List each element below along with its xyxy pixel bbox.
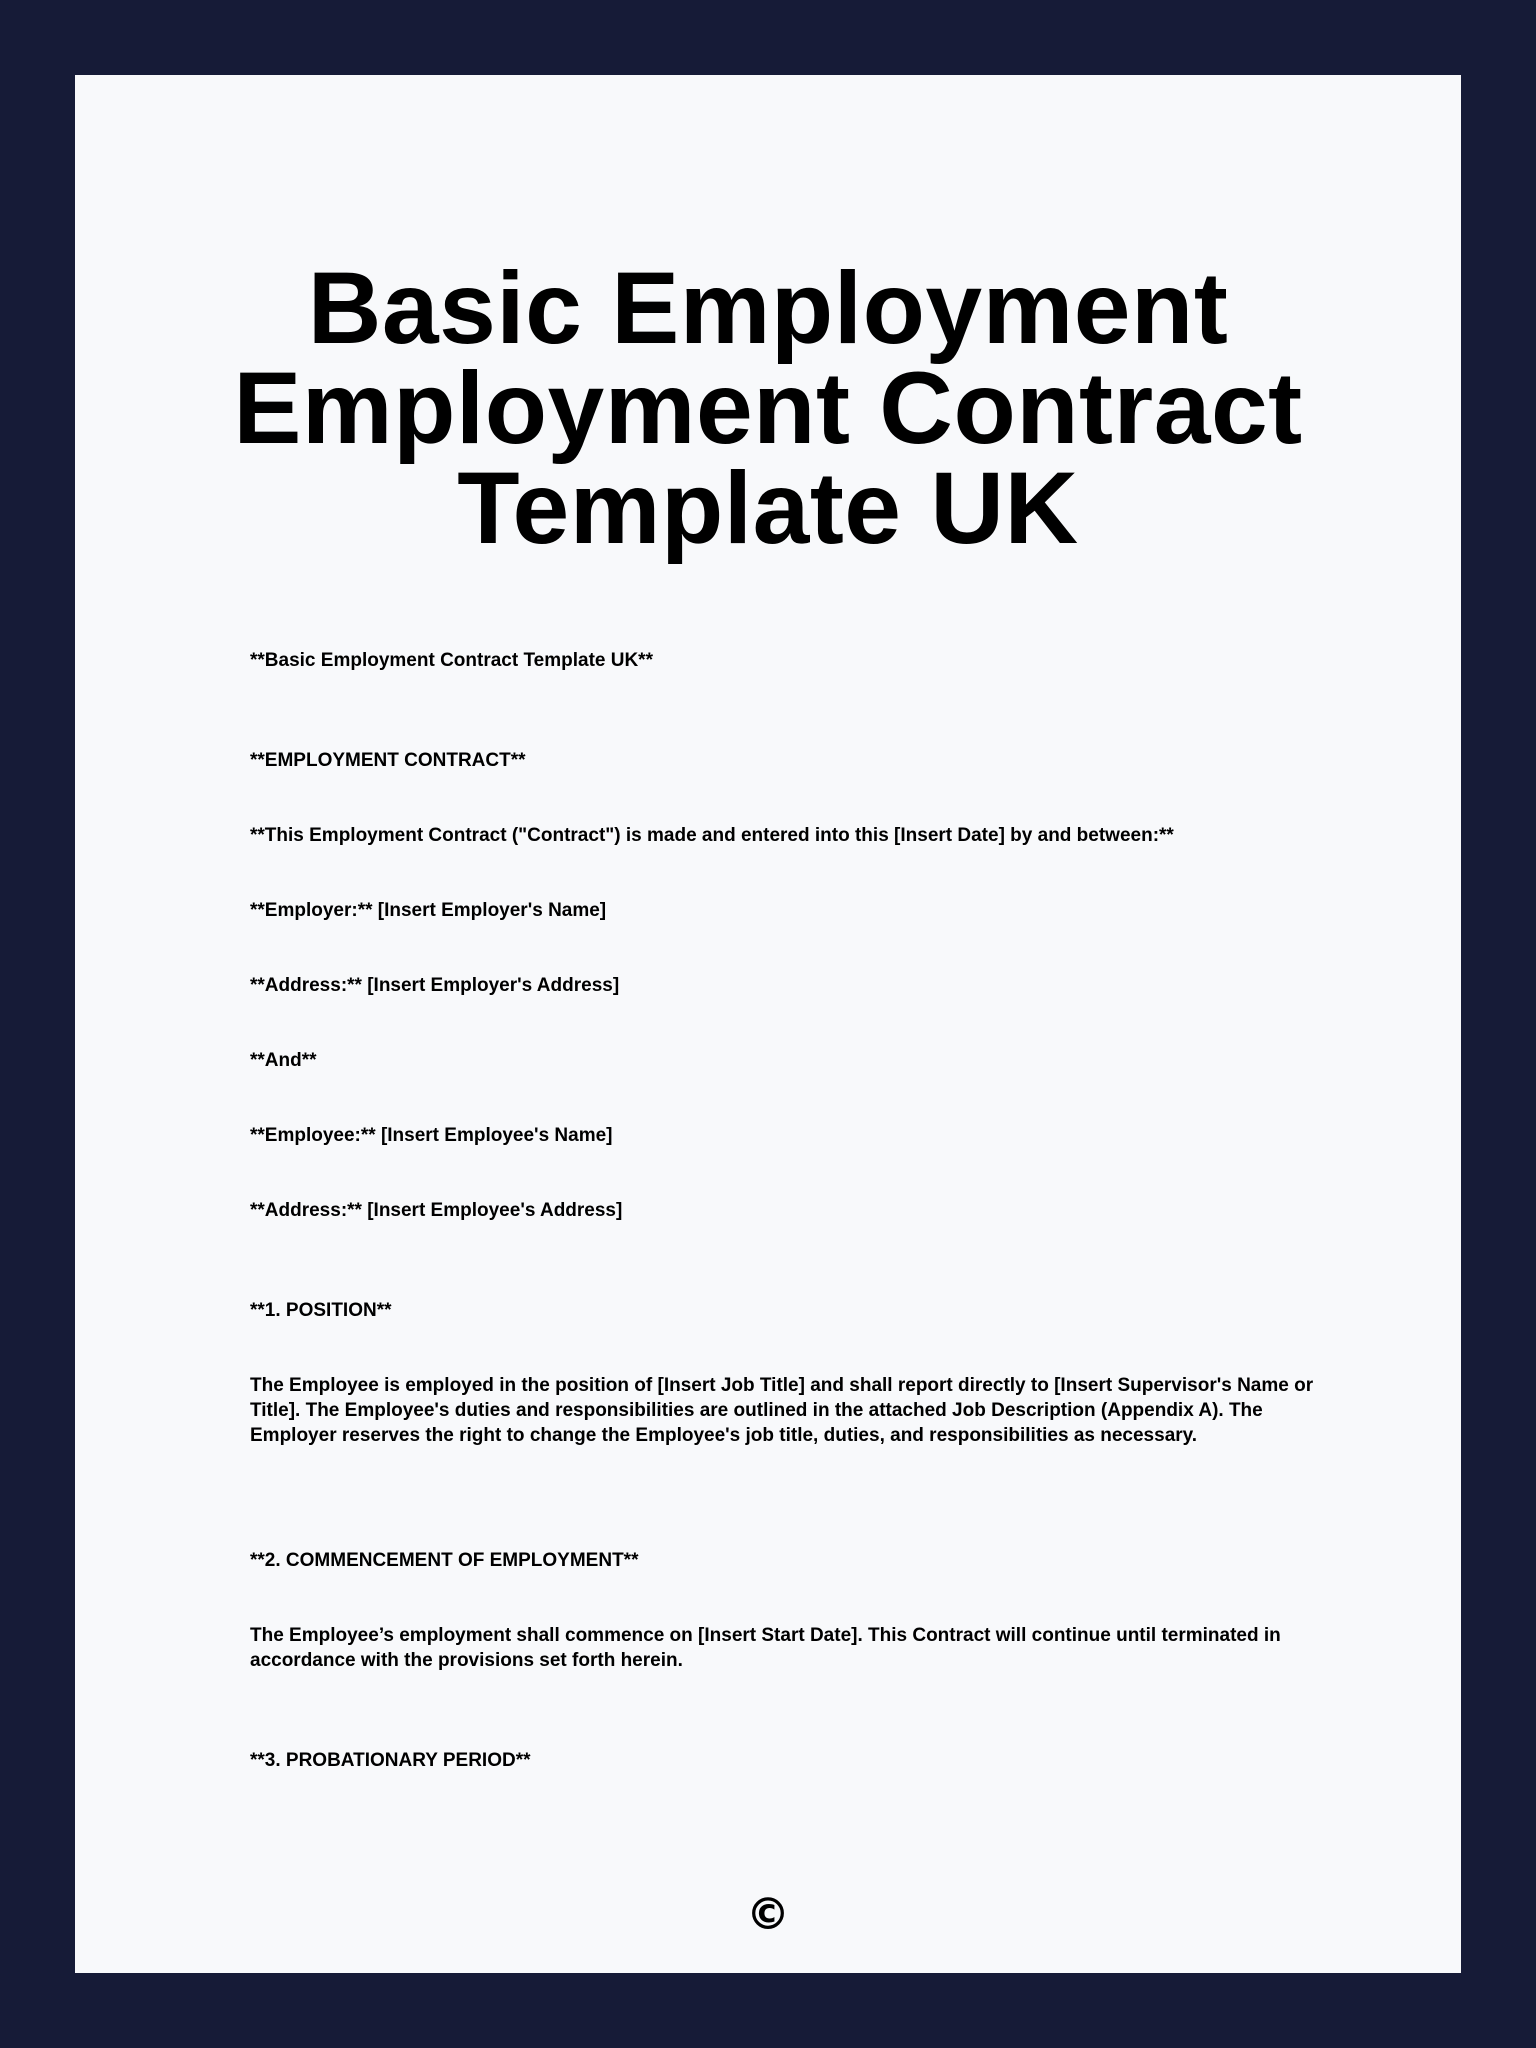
section-heading-position: **1. POSITION** — [250, 1300, 392, 1321]
contract-intro-paragraph: **This Employment Contract ("Contract") is made and entered into this [Insert Date] by and between:** — [250, 825, 1174, 846]
section-heading-probationary-period: **3. PROBATIONARY PERIOD** — [250, 1750, 531, 1771]
document-title-line-3: Template UK — [457, 451, 1079, 565]
employee-name-line: **Employee:** [Insert Employee's Name] — [250, 1125, 613, 1146]
document-page — [75, 75, 1461, 1973]
section-heading-commencement: **2. COMMENCEMENT OF EMPLOYMENT** — [250, 1550, 639, 1571]
position-paragraph: The Employee is employed in the position of [Insert Job Title] and shall report directly to [Insert Supervisor's Name or Title]. The Employee's duties and responsibilities are outlined in the attached Job Description (Appendix A). The Employer reserves the right to change the Employee's job title, duties, and responsibilities as necessary. — [250, 1375, 1314, 1446]
document-title-line-1: Basic Employment — [307, 251, 1229, 365]
employer-address-line: **Address:** [Insert Employer's Address] — [250, 975, 620, 996]
document-title-line-2: Employment Contract — [233, 351, 1303, 465]
section-heading-employment-contract: **EMPLOYMENT CONTRACT** — [250, 750, 526, 771]
copyright-icon: © — [746, 1889, 790, 1940]
employer-name-line: **Employer:** [Insert Employer's Name] — [250, 900, 607, 921]
contract-heading-line: **Basic Employment Contract Template UK** — [250, 650, 653, 671]
commencement-paragraph: The Employee’s employment shall commence on [Insert Start Date]. This Contract will continue until terminated in accordance with the provisions set forth herein. — [250, 1625, 1281, 1671]
and-line: **And** — [250, 1050, 317, 1071]
employee-address-line: **Address:** [Insert Employee's Address] — [250, 1200, 623, 1221]
document-title — [75, 251, 1461, 565]
